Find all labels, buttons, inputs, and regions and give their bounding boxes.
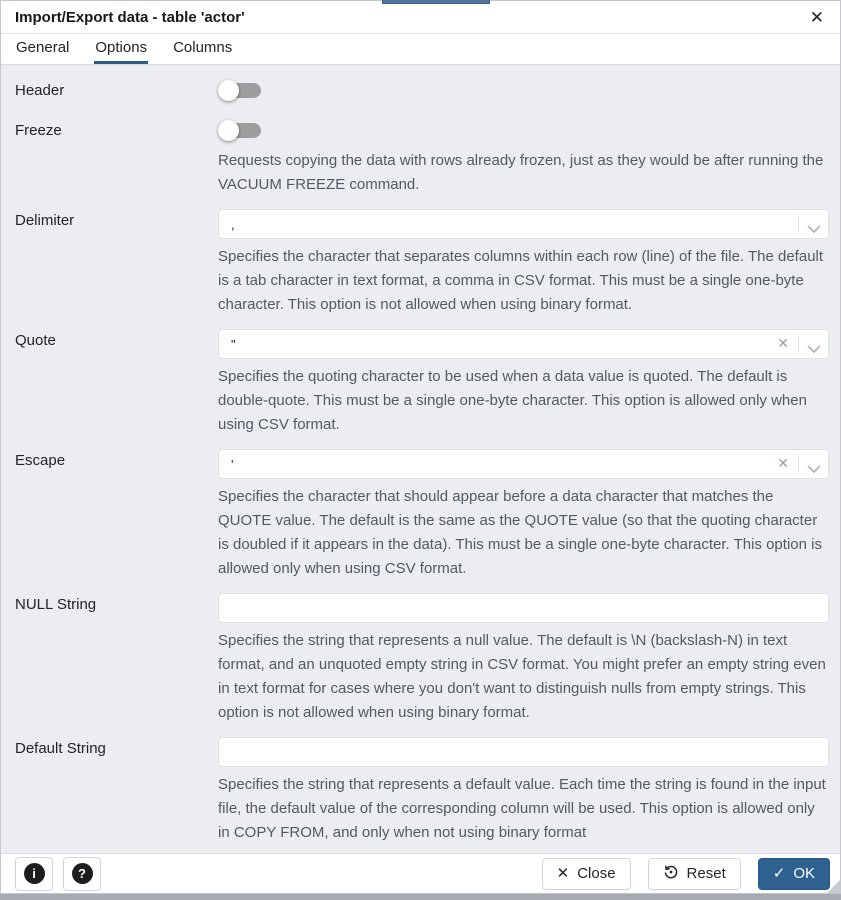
resize-grip[interactable] <box>827 880 840 893</box>
toggle-thumb <box>218 80 239 101</box>
quote-label: Quote <box>15 332 56 349</box>
close-icon: ✕ <box>556 865 570 882</box>
chevron-down-icon[interactable] <box>807 340 821 358</box>
clear-icon[interactable]: ✕ <box>777 335 789 351</box>
reset-button[interactable] <box>648 858 741 890</box>
chevron-down-icon[interactable] <box>807 460 821 478</box>
default-string-help-text: Specifies the string that represents a default value. Each time the string is found in the input file, the default value of the corresponding column will be used. This option is allowed only in COPY FROM, and only when not using binary format <box>218 776 826 841</box>
clear-icon[interactable]: ✕ <box>777 455 789 471</box>
default-string-label: Default String <box>15 740 106 757</box>
null-string-label: NULL String <box>15 596 97 613</box>
dialog-footer <box>1 853 840 893</box>
dialog-titlebar <box>1 1 840 34</box>
freeze-toggle[interactable] <box>218 120 262 141</box>
quote-combo <box>218 329 829 359</box>
reset-button-label: Reset <box>686 865 726 882</box>
tab-options[interactable]: Options <box>94 34 148 64</box>
freeze-row <box>15 119 829 141</box>
help-button[interactable] <box>63 857 101 891</box>
escape-combo <box>218 449 829 479</box>
escape-label: Escape <box>15 452 66 469</box>
combo-divider <box>798 455 799 473</box>
tab-columns[interactable]: Columns <box>173 39 233 56</box>
check-icon: ✓ <box>772 865 786 882</box>
header-toggle[interactable] <box>218 80 262 101</box>
null-string-input[interactable] <box>218 593 829 623</box>
freeze-label: Freeze <box>15 122 62 139</box>
tab-bar <box>1 34 840 65</box>
null-string-help-text: Specifies the string that represents a null value. The default is \N (backslash-N) in text format, and an unquoted empty string in CSV format. You might prefer an empty string even in text format for cases where you don't want to distinguish nulls from empty strings. This option is not allowed when using binary format. <box>218 632 826 721</box>
help-icon: ? <box>72 863 93 884</box>
quote-input[interactable] <box>218 329 829 359</box>
close-button-label: Close <box>577 865 616 882</box>
chevron-down-icon[interactable] <box>807 220 821 238</box>
close-button[interactable] <box>542 858 631 890</box>
header-label: Header <box>15 82 65 99</box>
options-panel <box>1 65 840 853</box>
freeze-help-text: Requests copying the data with rows already frozen, just as they would be after running the VACUUM FREEZE command. <box>218 152 824 193</box>
close-icon[interactable]: ✕ <box>809 7 824 27</box>
dialog-title: Import/Export data - table 'actor' <box>15 8 245 26</box>
ok-button-label: OK <box>793 865 815 882</box>
background-tab-accent <box>382 0 490 4</box>
quote-row <box>15 329 829 359</box>
ok-button[interactable] <box>758 858 830 890</box>
toggle-thumb <box>218 120 239 141</box>
default-string-input[interactable] <box>218 737 829 767</box>
header-row <box>15 79 829 101</box>
combo-divider <box>798 335 799 353</box>
delimiter-combo <box>218 209 829 239</box>
info-icon: i <box>24 863 45 884</box>
escape-help-text: Specifies the character that should appear before a data character that matches the QUOTE value. The default is the same as the QUOTE value (so that the quoting character is doubled if it appears in the data). This must be a single one-byte character. This option is allowed only when using CSV format. <box>218 488 822 577</box>
delimiter-label: Delimiter <box>15 212 75 229</box>
null-string-row <box>15 593 829 623</box>
escape-row <box>15 449 829 479</box>
reset-icon <box>663 864 679 883</box>
escape-input[interactable] <box>218 449 829 479</box>
delimiter-help-text: Specifies the character that separates columns within each row (line) of the file. The default is a tab character in text format, a comma in CSV format. This must be a single one-byte character. This option is not allowed when using binary format. <box>218 248 824 313</box>
delimiter-row <box>15 209 829 239</box>
quote-help-text: Specifies the quoting character to be used when a data value is quoted. The default is double-quote. This must be a single one-byte character. This option is allowed only when using CSV format. <box>218 368 807 433</box>
tab-general[interactable]: General <box>16 39 70 56</box>
delimiter-input[interactable] <box>218 209 829 239</box>
combo-divider <box>798 215 799 233</box>
default-string-row <box>15 737 829 767</box>
sql-info-button[interactable] <box>15 857 53 891</box>
